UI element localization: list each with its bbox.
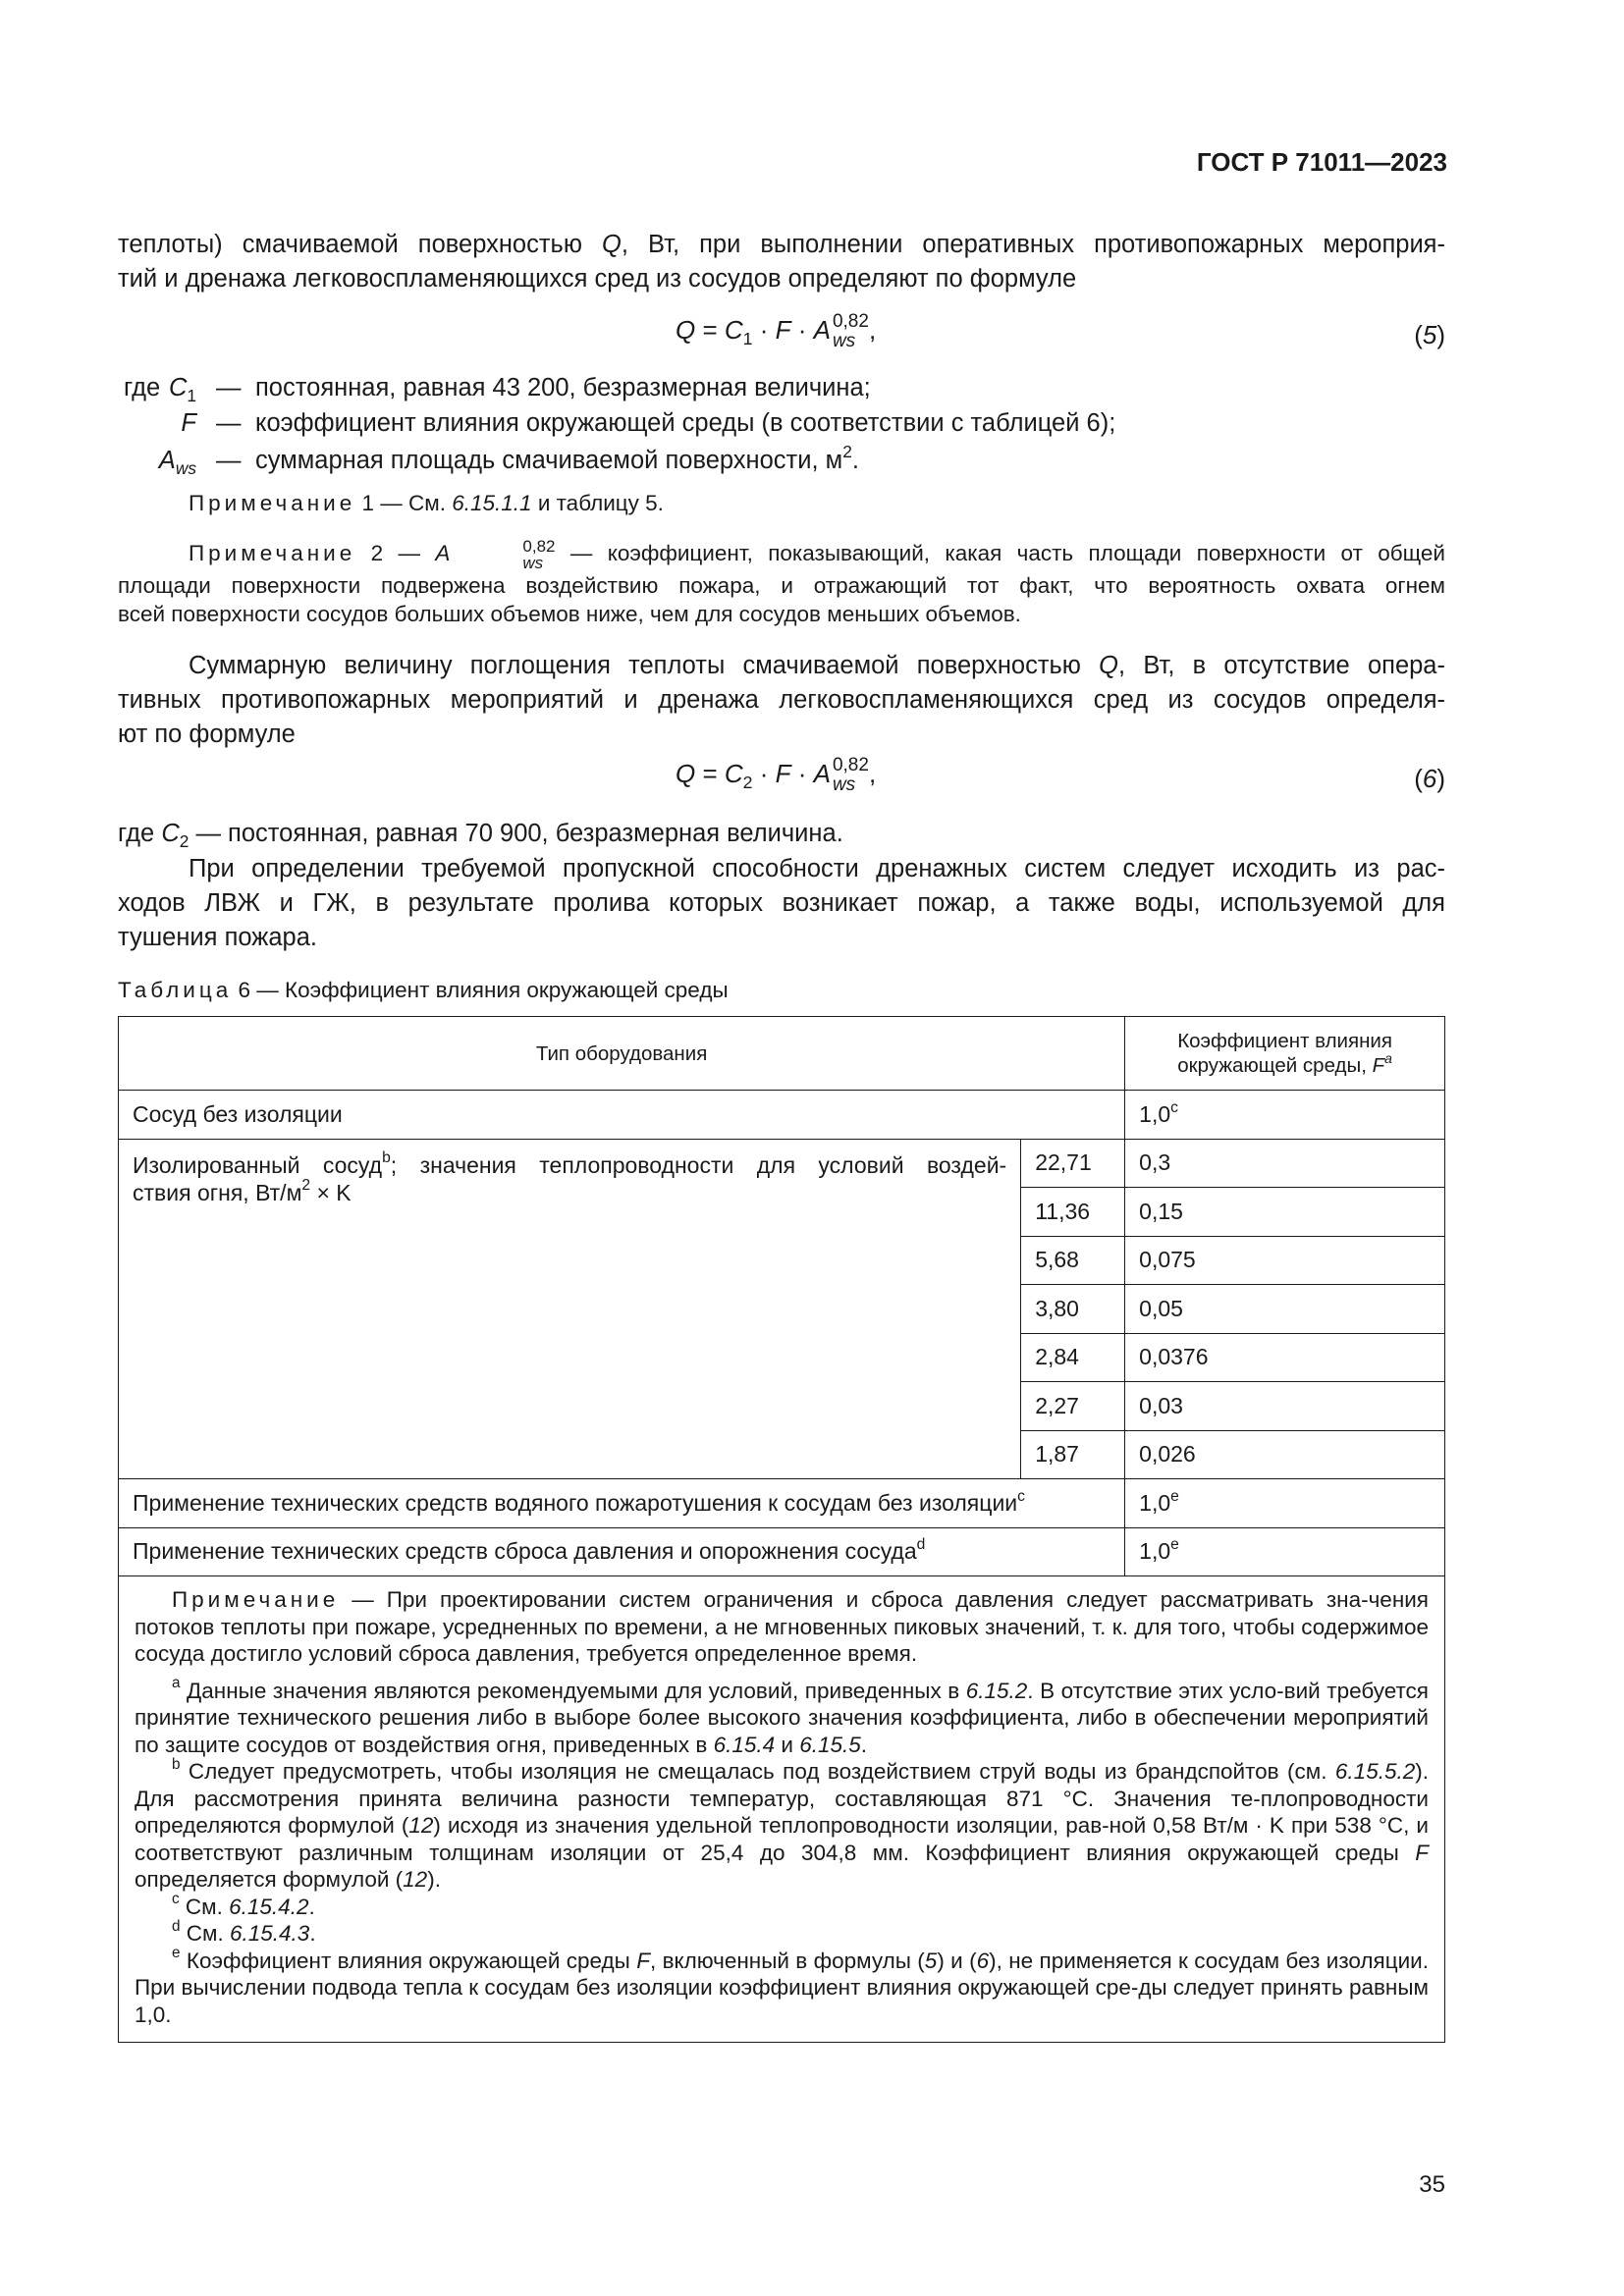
cell-conductivity: 11,36 (1021, 1188, 1125, 1237)
table-row (119, 1479, 1445, 1528)
cell-vessel-uninsulated: Сосуд без изоляции (119, 1091, 1125, 1140)
cell-value: 1,0e (1125, 1527, 1445, 1576)
footnote-d: $^d$ См. 6.15.4.3. (172, 1917, 316, 1946)
cell-value: 1,0e (1125, 1479, 1445, 1528)
cell-value: 0,05 (1125, 1285, 1445, 1334)
cell-conductivity: 2,84 (1021, 1333, 1125, 1382)
note-2: Примечание 2 — A 0,82 ws — коэффициент, показывающий, какая часть площади поверхности от общей площади поверхности подвержена воздействию пожара, и отражающий тот факт, что вероятность охвата огнем всей поверхности сосудов больших объемов ниже, чем для сосудов меньших объемов. (118, 537, 1445, 626)
table-notes-row (119, 1576, 1445, 2043)
paragraph-2: Суммарную величину поглощения теплоты смачиваемой поверхностью Q, Вт, в отсутствие опера- тивных противопожарных мероприятий и дренажа легковоспламеняющихся сред из сосудов определя- ют по формуле (118, 652, 1445, 748)
cell-pressure-relief: Применение технических средств сброса давления и опорожнения сосуда$^d$ (119, 1527, 1125, 1576)
note-1: Примечание 1 — См. 6.15.1.1 и таблицу 5. (189, 491, 664, 515)
footnote-a: $^a$ Данные значения являются рекомендуемыми для условий, приведенных в 6.15.2. В отсутствие этих усло-вий требуется принятие технического решения либо в выборе более высокого значения коэффициента, либо в обеспечении мероприятий по защите сосудов от воздействия огня, приведенных в 6.15.4 и 6.15.5. (135, 1675, 1429, 1757)
table-row (119, 1091, 1445, 1140)
cell-conductivity: 1,87 (1021, 1430, 1125, 1479)
page-number: 35 (1419, 2171, 1445, 2198)
cell-conductivity: 2,27 (1021, 1382, 1125, 1431)
header-coefficient: Коэффициент влияния окружающей среды, $F^a$ (1125, 1017, 1445, 1091)
table-row (119, 1527, 1445, 1576)
table-note: Примечание — При проектировании систем ограничения и сброса давления следует рассматривать зна-чения потоков теплоты при пожаре, усредненных по времени, а не мгновенных пиковых значений, т. к. для того, чтобы содержимое сосуда достигло условий сброса давления, требуется определенное время. (135, 1587, 1429, 1666)
cell-value: 0,0376 (1125, 1333, 1445, 1382)
formula-5-number: (5) (1414, 320, 1445, 349)
cell-value: 0,026 (1125, 1430, 1445, 1479)
cell-conductivity: 3,80 (1021, 1285, 1125, 1334)
coefficient-table (118, 1016, 1445, 2043)
header-equipment-type: Тип оборудования (119, 1017, 1125, 1091)
footnote-e: $^e$ Коэффициент влияния окружающей среды F, включенный в формулы (5) и (6), не применяется к сосудам без изоляции. При вычислении подвода тепла к сосудам без изоляции коэффициент влияния окружающей сре-ды следует принять равным 1,0. (135, 1945, 1429, 2027)
cell-water-extinguishing: Применение технических средств водяного пожаротушения к сосудам без изоляции$^c$ (119, 1479, 1125, 1528)
table-caption: Таблица 6 — Коэффициент влияния окружающей среды (118, 978, 729, 1002)
footnote-b: $^b$ Следует предусмотреть, чтобы изоляция не смещалась под воздействием струй воды из брандспойтов (см. 6.15.5.2). Для рассмотрения принята величина разности температур, составляющая 871 °С. Значения те-плопроводности определяются формулой (12) исходя из значения удельной теплопроводности изоляции, рав-ной 0,58 Вт/м · K при 538 °С, и соответствуют различным толщинам изоляции от 25,4 до 304,8 мм. Коэффициент влияния окружающей среды F определяется формулой (12). (135, 1755, 1429, 1892)
footnote-c: $^c$ См. 6.15.4.2. (172, 1891, 315, 1919)
cell-value: 0,03 (1125, 1382, 1445, 1431)
formula-6-number: (6) (1414, 764, 1445, 793)
cell-value: 0,3 (1125, 1139, 1445, 1188)
table-row (119, 1139, 1445, 1188)
cell-value: 1,0$^c$ (1125, 1091, 1445, 1140)
table-header-row (119, 1017, 1445, 1091)
document-header: ГОСТ Р 71011—2023 (1196, 147, 1447, 177)
paragraph-3: При определении требуемой пропускной способности дренажных систем следует исходить из рас- ходов ЛВЖ и ГЖ, в результате пролива которых возникает пожар, а также воды, используемой для тушения пожара. (118, 855, 1445, 951)
table-notes (119, 1576, 1445, 2043)
formula-5: $Q = C_1 \cdot F \cdot A$ 0,82 ws , (676, 311, 877, 351)
formula-6: $Q = C_2 \cdot F \cdot A$ 0,82 ws , (676, 755, 877, 795)
glossary-c2: где $C_2$ — постоянная, равная 70 900, безразмерная величина. (118, 820, 843, 852)
cell-value: 0,075 (1125, 1236, 1445, 1285)
cell-value: 0,15 (1125, 1188, 1445, 1237)
cell-vessel-insulated: Изолированный сосуд$^b$; значения теплопроводности для условий воздей- ствия огня, $Вт/м^2 \times K$ (119, 1139, 1021, 1479)
cell-conductivity: 5,68 (1021, 1236, 1125, 1285)
paragraph-1: теплоты) смачиваемой поверхностью Q, Вт, при выполнении оперативных противопожарных мероприя- тий и дренажа легковоспламеняющихся сред из сосудов определяют по формуле (118, 231, 1445, 293)
cell-conductivity: 22,71 (1021, 1139, 1125, 1188)
